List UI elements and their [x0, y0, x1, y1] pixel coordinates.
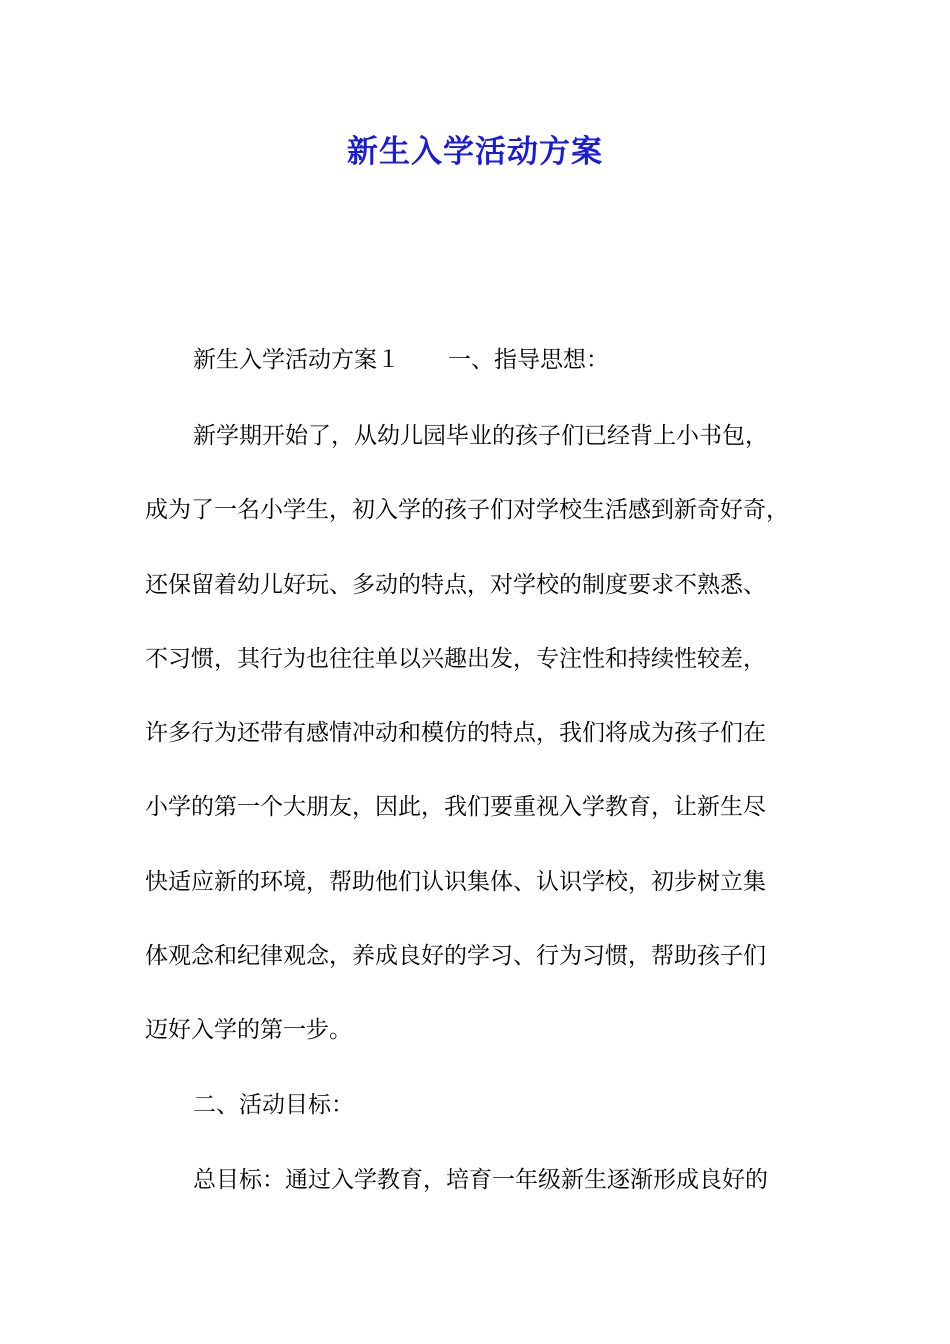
section-heading-line [193, 344, 873, 376]
paragraph-line: 许多行为还带有感情冲动和模仿的特点，我们将成为孩子们在 [145, 720, 766, 746]
section-heading-guiding-ideology: 一、指导思想： [448, 347, 609, 373]
section-heading-activity-goals: 二、活动目标： [193, 1092, 354, 1118]
paragraph-line: 迈好入学的第一步。 [145, 1017, 352, 1043]
paragraph-line: 体观念和纪律观念，养成良好的学习、行为习惯，帮助孩子们 [145, 943, 766, 969]
paragraph-line: 还保留着幼儿好玩、多动的特点，对学校的制度要求不熟悉、 [145, 572, 766, 598]
document-title: 新生入学活动方案 [347, 134, 603, 170]
paragraph-line: 快适应新的环境，帮助他们认识集体、认识学校，初步树立集 [145, 869, 766, 895]
paragraph-line: 总目标：通过入学教育，培育一年级新生逐渐形成良好的 [193, 1167, 768, 1193]
paragraph-line: 成为了一名小学生，初入学的孩子们对学校生活感到新奇好奇， [145, 497, 789, 523]
paragraph-line: 小学的第一个大朋友，因此，我们要重视入学教育，让新生尽 [145, 794, 766, 820]
paragraph-line: 不习惯，其行为也往往单以兴趣出发，专注性和持续性较差， [145, 646, 766, 672]
paragraph-line: 新学期开始了，从幼儿园毕业的孩子们已经背上小书包， [193, 423, 768, 449]
plan-heading: 新生入学活动方案１ [193, 347, 400, 373]
